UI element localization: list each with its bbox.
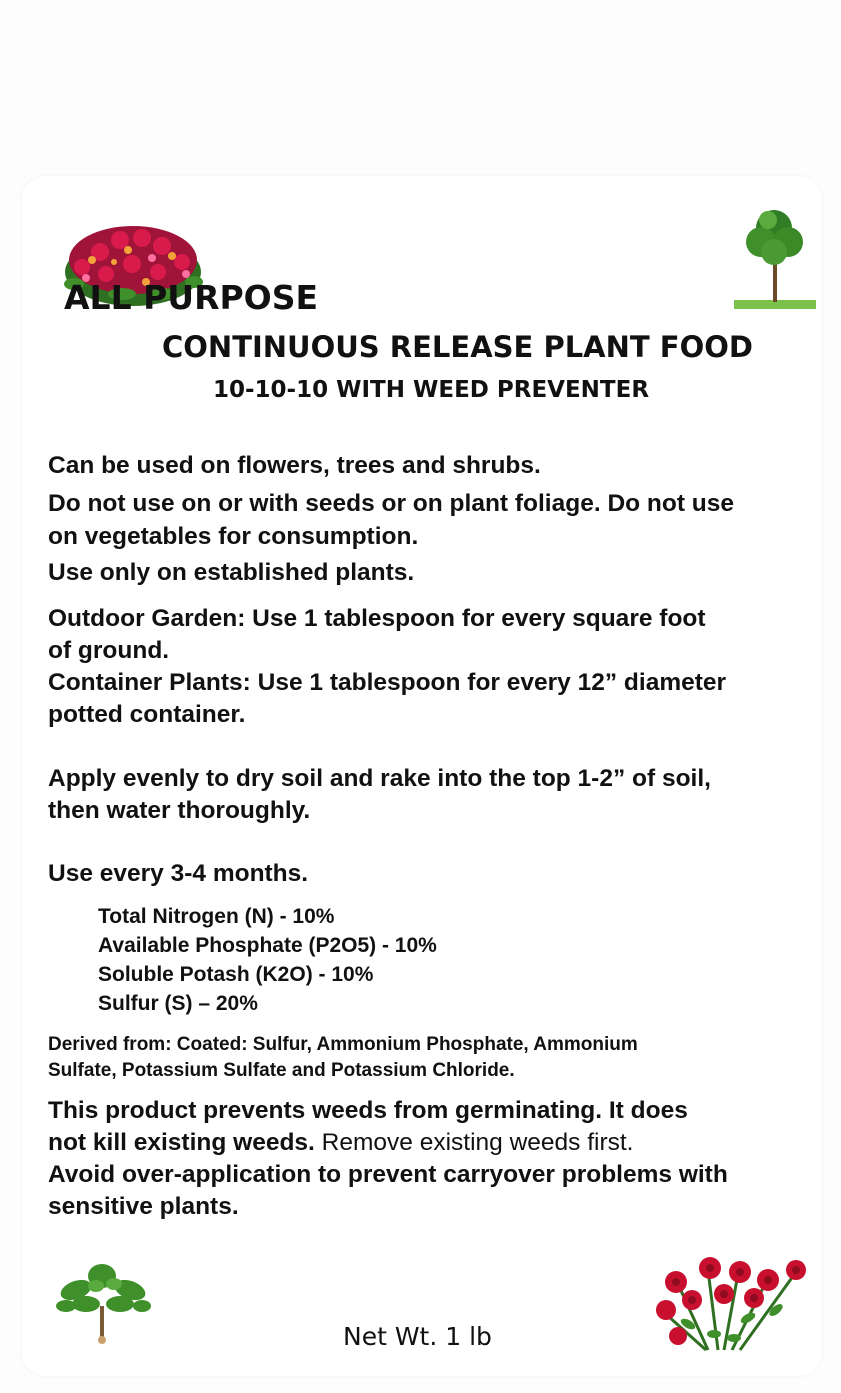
usage-line-1: Can be used on flowers, trees and shrubs. xyxy=(48,452,541,479)
net-weight: Net Wt. 1 lb xyxy=(343,1322,492,1351)
derived-line-1: Derived from: Coated: Sulfur, Ammonium Phosphate, Ammonium xyxy=(48,1034,638,1055)
tree-image xyxy=(734,200,816,314)
warning-line-4: sensitive plants. xyxy=(48,1193,239,1220)
frequency-text: Use every 3-4 months. xyxy=(48,860,309,887)
garden-rate-line-2: of ground. xyxy=(48,637,170,664)
container-rate-line-2: potted container. xyxy=(48,701,246,728)
apply-line-1: Apply evenly to dry soil and rake into the top 1-2” of soil, xyxy=(48,765,711,792)
warning-line-2 xyxy=(48,1127,633,1159)
analysis-item: Available Phosphate (P2O5) - 10% xyxy=(98,934,437,957)
leafy-plant-image xyxy=(56,1256,152,1346)
warning-line-1: This product prevents weeds from germinating. It does xyxy=(48,1097,688,1124)
usage-line-3: on vegetables for consumption. xyxy=(48,523,419,550)
product-title: ALL PURPOSE xyxy=(64,278,319,317)
product-formula: 10-10-10 WITH WEED PREVENTER xyxy=(213,377,650,403)
derived-line-2: Sulfate, Potassium Sulfate and Potassium Chloride. xyxy=(48,1060,515,1081)
warning-line-3: Avoid over-application to prevent carryover problems with xyxy=(48,1161,728,1188)
warning-line-2-bold: not kill existing weeds. xyxy=(48,1129,315,1156)
apply-line-2: then water thoroughly. xyxy=(48,797,311,824)
analysis-item: Sulfur (S) – 20% xyxy=(98,992,258,1015)
analysis-item: Total Nitrogen (N) - 10% xyxy=(98,905,335,928)
container-rate-line-1: Container Plants: Use 1 tablespoon for every 12” diameter xyxy=(48,669,727,696)
usage-line-2: Do not use on or with seeds or on plant foliage. Do not use xyxy=(48,490,735,517)
product-subtitle: CONTINUOUS RELEASE PLANT FOOD xyxy=(162,330,753,364)
garden-rate-line-1: Outdoor Garden: Use 1 tablespoon for every square foot xyxy=(48,605,706,632)
red-roses-image xyxy=(648,1254,812,1354)
usage-line-4: Use only on established plants. xyxy=(48,559,415,586)
analysis-item: Soluble Potash (K2O) - 10% xyxy=(98,963,374,986)
warning-line-2-normal: Remove existing weeds first. xyxy=(314,1129,634,1156)
